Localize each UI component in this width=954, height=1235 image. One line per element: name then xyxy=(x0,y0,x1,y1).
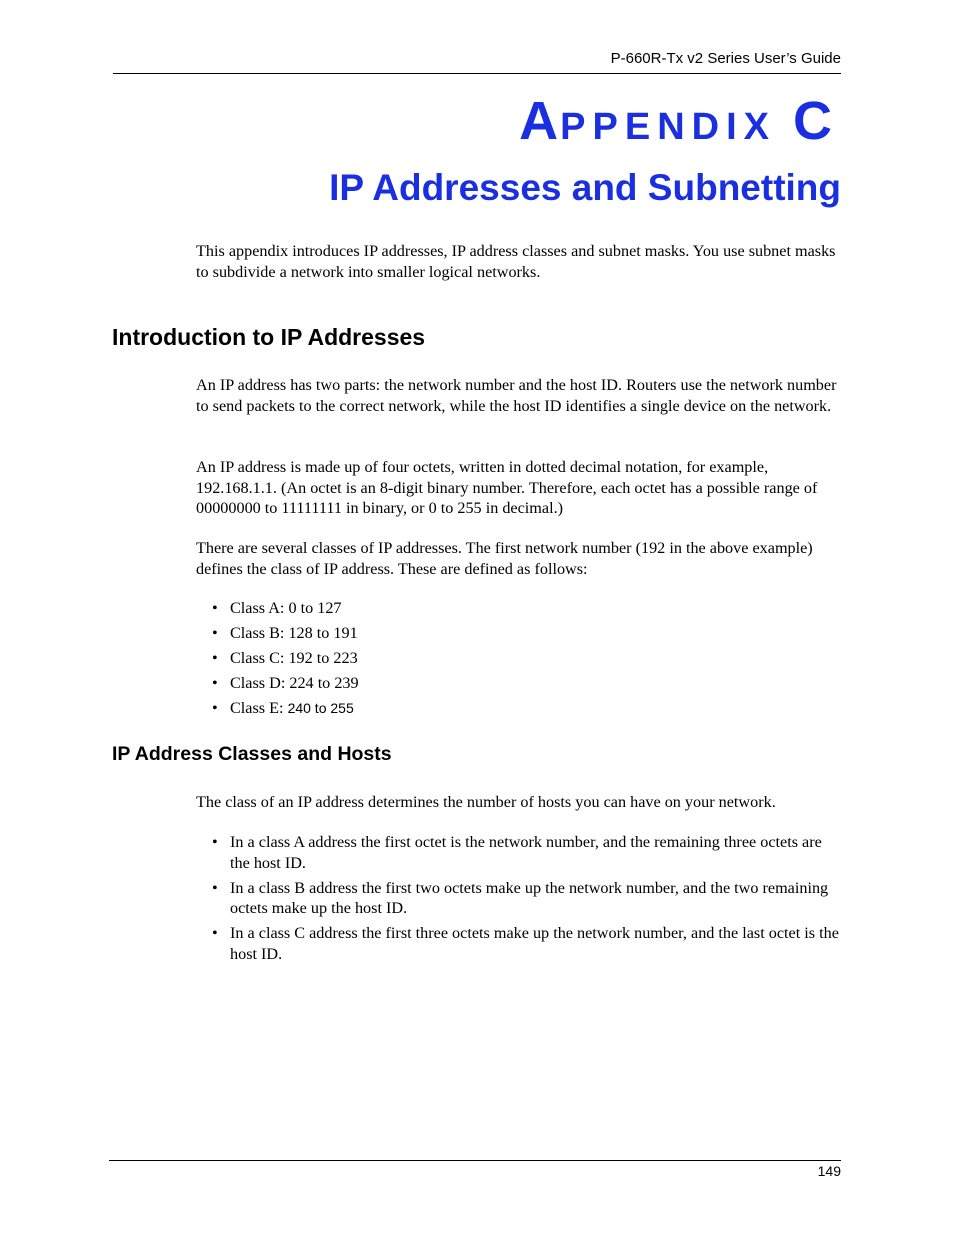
section-heading-classes-hosts: IP Address Classes and Hosts xyxy=(112,743,392,765)
paragraph-classes: There are several classes of IP addresses. The first network number (192 in the above example) defines the class of IP address. These are defined as follows: xyxy=(196,539,813,578)
list-item: • In a class A address the first octet is the network number, and the remaining three octets are the host ID. xyxy=(212,833,822,872)
page-number: 149 xyxy=(817,1163,841,1179)
appendix-initial: A xyxy=(519,91,561,151)
paragraph-hosts: The class of an IP address determines the number of hosts you can have on your network. xyxy=(196,793,776,811)
list-item: • Class A: 0 to 127 xyxy=(212,599,342,617)
list-item: • In a class C address the first three octets make up the network number, and the last octet is the host ID. xyxy=(212,924,839,963)
class-range-list xyxy=(196,598,841,723)
list-item: • In a class B address the first two octets make up the network number, and the two remaining octets make up the host ID. xyxy=(212,878,829,917)
chapter-title: IP Addresses and Subnetting xyxy=(329,167,841,208)
intro-paragraph: This appendix introduces IP addresses, IP address classes and subnet masks. You use subnet masks to subdivide a network into smaller logical networks. xyxy=(196,242,836,281)
list-item: • Class D: 224 to 239 xyxy=(212,674,359,692)
appendix-letter: C xyxy=(793,91,834,151)
list-item: • Class E: 240 to 255 xyxy=(212,699,354,717)
list-item: • Class C: 192 to 223 xyxy=(212,649,358,667)
header-rule xyxy=(113,73,841,74)
list-item: • Class B: 128 to 191 xyxy=(212,624,358,642)
paragraph-octets: An IP address is made up of four octets, written in dotted decimal notation, for example, 192.168.1.1. (An octet is an 8-digit binary number. Therefore, each octet has a possible range of 00000000 to 11111111 in binary, or 0 to 255 in decimal.) xyxy=(196,458,818,517)
footer-rule xyxy=(109,1160,841,1161)
appendix-word-rest: PPENDIX xyxy=(560,106,776,148)
section-heading-introduction: Introduction to IP Addresses xyxy=(112,324,426,350)
paragraph-ip-parts: An IP address has two parts: the network number and the host ID. Routers use the network number to send packets to the correct network, while the host ID identifies a single device on the network. xyxy=(196,376,837,415)
host-octet-list xyxy=(196,832,841,969)
appendix-heading xyxy=(519,91,834,151)
running-header: P-660R-Tx v2 Series User’s Guide xyxy=(610,50,841,67)
